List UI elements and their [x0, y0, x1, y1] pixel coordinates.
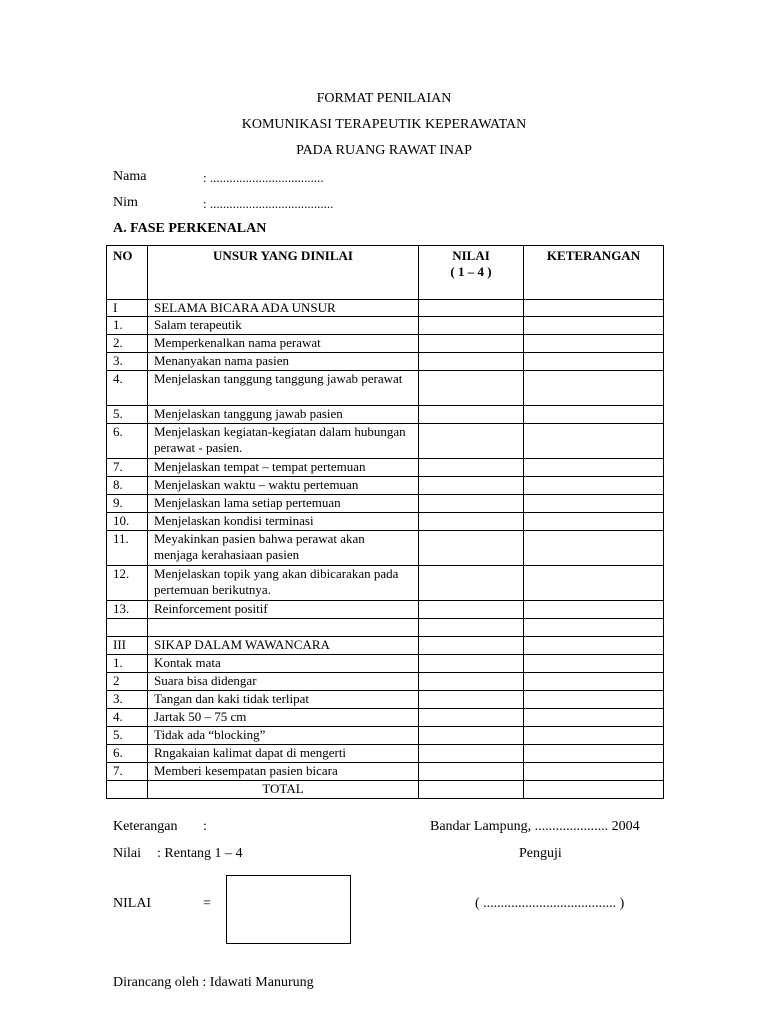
keterangan-cell[interactable]: [524, 727, 664, 745]
table-row: [107, 763, 664, 781]
keterangan-cell[interactable]: [524, 513, 664, 531]
empty-cell: [107, 619, 148, 637]
table-row: [107, 566, 664, 601]
nim-value[interactable]: : ......................................: [203, 196, 334, 211]
row-number: 5.: [107, 406, 148, 424]
nilai-final-label: NILAI: [113, 896, 152, 911]
row-number: 13.: [107, 601, 148, 619]
nilai-cell[interactable]: [419, 477, 524, 495]
nama-value[interactable]: : ...................................: [203, 170, 324, 185]
table-row: [107, 655, 664, 673]
designer-credit: Dirancang oleh : Idawati Manurung: [113, 975, 314, 990]
row-text: Memberi kesempatan pasien bicara: [148, 763, 419, 781]
nilai-cell[interactable]: [419, 673, 524, 691]
nilai-cell[interactable]: [419, 335, 524, 353]
total-nilai-cell[interactable]: [419, 781, 524, 799]
row-number: 7.: [107, 459, 148, 477]
nilai-cell[interactable]: [419, 637, 524, 655]
row-number: 5.: [107, 727, 148, 745]
keterangan-cell[interactable]: [524, 335, 664, 353]
keterangan-cell[interactable]: [524, 655, 664, 673]
keterangan-cell[interactable]: [524, 531, 664, 566]
row-text: Jartak 50 – 75 cm: [148, 709, 419, 727]
nilai-cell[interactable]: [419, 513, 524, 531]
nilai-cell[interactable]: [419, 371, 524, 406]
table-row: [107, 601, 664, 619]
keterangan-cell[interactable]: [524, 353, 664, 371]
keterangan-cell[interactable]: [524, 459, 664, 477]
nilai-cell[interactable]: [419, 531, 524, 566]
table-row: [107, 673, 664, 691]
row-number: 2: [107, 673, 148, 691]
keterangan-cell[interactable]: [524, 619, 664, 637]
nilai-cell[interactable]: [419, 745, 524, 763]
nim-label: Nim: [113, 195, 138, 210]
penguji-label: Penguji: [519, 846, 562, 861]
total-label: TOTAL: [148, 781, 419, 799]
nama-label: Nama: [113, 169, 147, 184]
section-title: SELAMA BICARA ADA UNSUR: [148, 300, 419, 317]
row-text: Menjelaskan tanggung tanggung jawab perawat: [148, 371, 419, 406]
header-no: NO: [107, 246, 148, 300]
nilai-label: Nilai: [113, 846, 141, 861]
keterangan-cell[interactable]: [524, 317, 664, 335]
nilai-cell[interactable]: [419, 601, 524, 619]
row-number: 2.: [107, 335, 148, 353]
row-text: Menjelaskan waktu – waktu pertemuan: [148, 477, 419, 495]
equals-sign: =: [203, 896, 211, 911]
keterangan-cell[interactable]: [524, 601, 664, 619]
row-number: 4.: [107, 371, 148, 406]
row-text: Kontak mata: [148, 655, 419, 673]
header-nilai-label: NILAI: [452, 248, 490, 263]
table-row: [107, 513, 664, 531]
table-row: [107, 459, 664, 477]
row-number: 3.: [107, 691, 148, 709]
nilai-cell[interactable]: [419, 709, 524, 727]
row-text: Menanyakan nama pasien: [148, 353, 419, 371]
place-date: Bandar Lampung, ..................... 2004: [430, 819, 640, 834]
keterangan-cell[interactable]: [524, 637, 664, 655]
table-row: [107, 353, 664, 371]
row-number: 1.: [107, 655, 148, 673]
row-text: Reinforcement positif: [148, 601, 419, 619]
keterangan-cell[interactable]: [524, 566, 664, 601]
nilai-cell[interactable]: [419, 300, 524, 317]
row-number: 9.: [107, 495, 148, 513]
row-number: 6.: [107, 424, 148, 459]
nilai-cell[interactable]: [419, 459, 524, 477]
row-text: Menjelaskan tanggung jawab pasien: [148, 406, 419, 424]
row-text: Meyakinkan pasien bahwa perawat akan menjaga kerahasiaan pasien: [148, 531, 419, 566]
keterangan-cell[interactable]: [524, 745, 664, 763]
header-nilai-range: ( 1 – 4 ): [450, 264, 492, 279]
row-number: 12.: [107, 566, 148, 601]
spacer-row: [107, 619, 664, 637]
keterangan-cell[interactable]: [524, 424, 664, 459]
row-text: Menjelaskan tempat – tempat pertemuan: [148, 459, 419, 477]
row-number: 7.: [107, 763, 148, 781]
keterangan-cell[interactable]: [524, 406, 664, 424]
row-text: Tangan dan kaki tidak terlipat: [148, 691, 419, 709]
nilai-cell[interactable]: [419, 406, 524, 424]
section-number: III: [107, 637, 148, 655]
keterangan-cell[interactable]: [524, 763, 664, 781]
table-row: [107, 477, 664, 495]
title-line-1: FORMAT PENILAIAN: [316, 91, 452, 106]
table-row: [107, 727, 664, 745]
nilai-cell[interactable]: [419, 763, 524, 781]
header-keterangan: KETERANGAN: [524, 246, 664, 300]
row-number: 4.: [107, 709, 148, 727]
nilai-cell[interactable]: [419, 691, 524, 709]
table-row: [107, 406, 664, 424]
section-title: SIKAP DALAM WAWANCARA: [148, 637, 419, 655]
nilai-cell[interactable]: [419, 727, 524, 745]
row-number: 10.: [107, 513, 148, 531]
table-row: [107, 371, 664, 406]
nilai-cell[interactable]: [419, 619, 524, 637]
table-row: [107, 335, 664, 353]
table-row: [107, 531, 664, 566]
keterangan-cell[interactable]: [524, 495, 664, 513]
keterangan-colon: :: [203, 819, 207, 834]
nilai-score-box[interactable]: [226, 875, 351, 944]
row-text: Memperkenalkan nama perawat: [148, 335, 419, 353]
section-row: [107, 300, 664, 317]
table-row: [107, 424, 664, 459]
empty-cell: [107, 781, 148, 799]
row-text: Menjelaskan topik yang akan dibicarakan pada pertemuan berikutnya.: [148, 566, 419, 601]
keterangan-cell[interactable]: [524, 371, 664, 406]
row-text: Rngakaian kalimat dapat di mengerti: [148, 745, 419, 763]
keterangan-cell[interactable]: [524, 691, 664, 709]
row-text: Menjelaskan kondisi terminasi: [148, 513, 419, 531]
row-text: Menjelaskan lama setiap pertemuan: [148, 495, 419, 513]
row-number: 3.: [107, 353, 148, 371]
keterangan-cell[interactable]: [524, 300, 664, 317]
header-nilai: [419, 246, 524, 300]
row-text: Suara bisa didengar: [148, 673, 419, 691]
assessment-table: [106, 245, 664, 799]
table-row: [107, 495, 664, 513]
keterangan-cell[interactable]: [524, 709, 664, 727]
table-header-row: [107, 246, 664, 300]
section-number: I: [107, 300, 148, 317]
nilai-cell[interactable]: [419, 317, 524, 335]
total-row: [107, 781, 664, 799]
keterangan-cell[interactable]: [524, 673, 664, 691]
row-number: 6.: [107, 745, 148, 763]
row-text: Menjelaskan kegiatan-kegiatan dalam hubungan perawat - pasien.: [148, 424, 419, 459]
row-number: 11.: [107, 531, 148, 566]
nilai-cell[interactable]: [419, 495, 524, 513]
nilai-cell[interactable]: [419, 655, 524, 673]
keterangan-label: Keterangan: [113, 819, 178, 834]
nilai-range: : Rentang 1 – 4: [157, 846, 243, 861]
section-row: [107, 637, 664, 655]
nilai-cell[interactable]: [419, 566, 524, 601]
table-row: [107, 691, 664, 709]
header-unsur: UNSUR YANG DINILAI: [148, 246, 419, 300]
keterangan-cell[interactable]: [524, 477, 664, 495]
signature-line[interactable]: ( ...................................... ): [475, 896, 625, 911]
title-line-2: KOMUNIKASI TERAPEUTIK KEPERAWATAN: [241, 117, 527, 132]
table-row: [107, 317, 664, 335]
total-keterangan-cell[interactable]: [524, 781, 664, 799]
row-number: 1.: [107, 317, 148, 335]
row-text: Tidak ada “blocking”: [148, 727, 419, 745]
row-text: Salam terapeutik: [148, 317, 419, 335]
table-row: [107, 709, 664, 727]
row-number: 8.: [107, 477, 148, 495]
title-line-3: PADA RUANG RAWAT INAP: [296, 143, 472, 158]
nilai-cell[interactable]: [419, 353, 524, 371]
empty-cell: [148, 619, 419, 637]
nilai-cell[interactable]: [419, 424, 524, 459]
section-a-heading: A. FASE PERKENALAN: [113, 221, 267, 236]
table-row: [107, 745, 664, 763]
